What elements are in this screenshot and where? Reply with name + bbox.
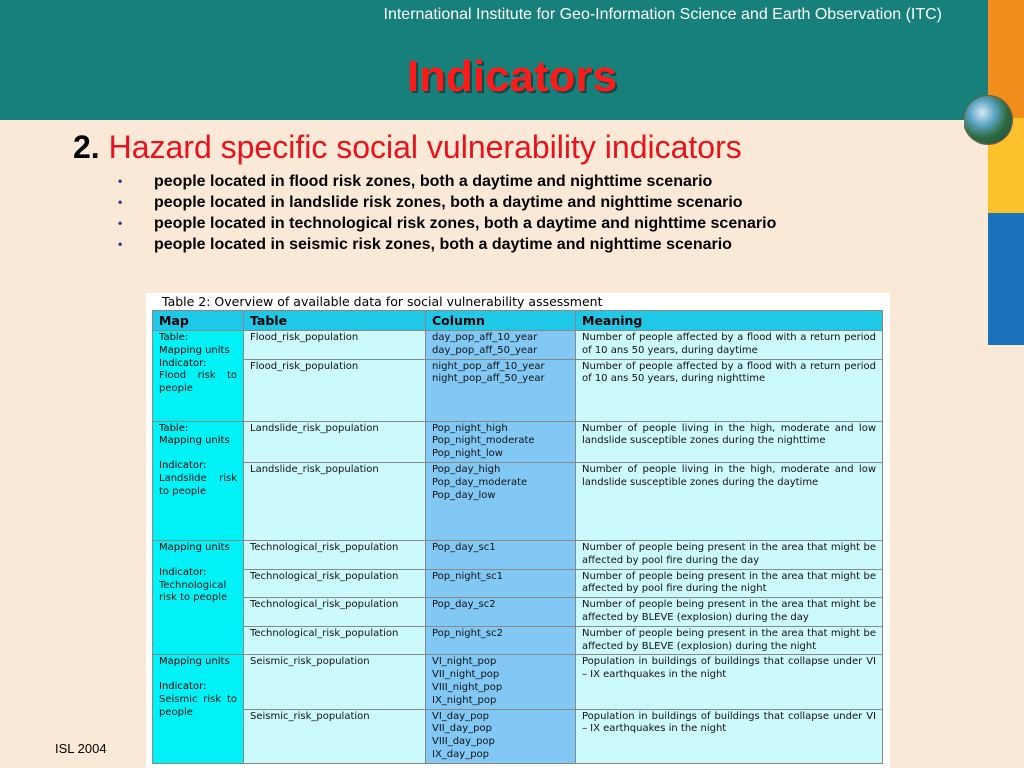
column-name: Pop_day_low xyxy=(432,489,496,501)
column-name: VII_night_pop xyxy=(432,669,500,681)
table-row xyxy=(153,421,883,462)
header-map: Map xyxy=(153,311,244,331)
bullet-item xyxy=(118,215,878,232)
table-row xyxy=(153,540,883,569)
meaning-cell: Number of people affected by a flood with a return period of 10 ans 50 years, during daytime xyxy=(576,331,883,360)
meaning-cell: Number of people being present in the area that might be affected by BLEVE (explosion) during the night xyxy=(576,626,883,655)
column-cell xyxy=(426,626,576,655)
bullet-dot-icon: • xyxy=(118,195,123,209)
meaning-cell: Number of people being present in the area that might be affected by pool fire during the day xyxy=(576,540,883,569)
column-name: Pop_day_sc2 xyxy=(432,599,496,611)
table-name-cell: Flood_risk_population xyxy=(244,331,426,360)
table-row xyxy=(153,626,883,655)
column-cell xyxy=(426,709,576,763)
bullet-text: people located in landslide risk zones, both a daytime and nighttime scenario xyxy=(154,194,743,211)
column-cell xyxy=(426,598,576,627)
data-table xyxy=(152,310,883,764)
table-name-cell: Landslide_risk_population xyxy=(244,462,426,540)
column-name: night_pop_aff_10_year xyxy=(432,360,545,372)
column-name: Pop_night_sc1 xyxy=(432,570,503,582)
bullet-dot-icon: • xyxy=(118,237,123,251)
map-cell-indicator-label: Indicator: xyxy=(159,460,207,472)
bullet-item xyxy=(118,236,878,253)
slide-title: Indicators xyxy=(406,52,618,101)
table-row xyxy=(153,569,883,598)
map-cell xyxy=(153,540,244,654)
map-cell-indicator-label: Indicator: xyxy=(159,357,207,369)
table-name-cell: Technological_risk_population xyxy=(244,626,426,655)
meaning-cell: Population in buildings of buildings that collapse under VI – IX earthquakes in the night xyxy=(576,709,883,763)
meaning-cell: Population in buildings of buildings that collapse under VI – IX earthquakes in the night xyxy=(576,655,883,709)
column-cell xyxy=(426,331,576,360)
column-name: Pop_night_sc2 xyxy=(432,627,503,639)
column-name: VII_day_pop xyxy=(432,723,492,735)
meaning-cell: Number of people being present in the area that might be affected by BLEVE (explosion) during the day xyxy=(576,598,883,627)
globe-icon xyxy=(964,96,1012,144)
subheading-text: Hazard specific social vulnerability indicators xyxy=(108,129,742,165)
table-name-cell: Landslide_risk_population xyxy=(244,421,426,462)
column-name: Pop_day_high xyxy=(432,463,501,475)
spacer xyxy=(159,555,237,567)
bullet-list xyxy=(118,173,878,257)
column-name: Pop_night_high xyxy=(432,422,508,434)
meaning-cell: Number of people being present in the area that might be affected by pool fire during the night xyxy=(576,569,883,598)
header-table: Table xyxy=(244,311,426,331)
blue-strip xyxy=(988,213,1024,345)
subheading xyxy=(73,129,742,166)
table-body xyxy=(153,331,883,764)
table-name-cell: Seismic_risk_population xyxy=(244,709,426,763)
table-row xyxy=(153,331,883,360)
column-cell xyxy=(426,462,576,540)
header-meaning: Meaning xyxy=(576,311,883,331)
column-name: VI_day_pop xyxy=(432,710,489,722)
table-row xyxy=(153,598,883,627)
bullet-text: people located in flood risk zones, both a daytime and nighttime scenario xyxy=(154,173,713,190)
column-name: Pop_night_low xyxy=(432,448,503,460)
map-cell xyxy=(153,331,244,422)
spacer xyxy=(159,669,237,681)
map-cell-unit: Mapping units xyxy=(159,656,230,668)
column-name: day_pop_aff_50_year xyxy=(432,344,538,356)
table-figure xyxy=(146,293,890,768)
meaning-cell: Number of people affected by a flood with a return period of 10 ans 50 years, during nighttime xyxy=(576,359,883,421)
column-name: Pop_day_sc1 xyxy=(432,541,496,553)
table-header-row xyxy=(153,311,883,331)
column-name: night_pop_aff_50_year xyxy=(432,373,545,385)
map-cell-indicator: Seismic risk to people xyxy=(159,693,237,718)
spacer xyxy=(159,448,237,460)
meaning-cell: Number of people living in the high, moderate and low landslide susceptible zones during the daytime xyxy=(576,462,883,540)
column-name: IX_night_pop xyxy=(432,694,497,706)
map-cell-indicator-label: Indicator: xyxy=(159,681,207,693)
bullet-dot-icon: • xyxy=(118,216,123,230)
bullet-item xyxy=(118,173,878,190)
meaning-cell: Number of people living in the high, moderate and low landslide susceptible zones during the nighttime xyxy=(576,421,883,462)
map-cell xyxy=(153,655,244,763)
column-name: IX_day_pop xyxy=(432,748,490,760)
bullet-dot-icon: • xyxy=(118,174,123,188)
header-column: Column xyxy=(426,311,576,331)
column-name: VI_night_pop xyxy=(432,656,497,668)
map-cell-unit: Mapping units xyxy=(159,435,230,447)
map-cell-label: Table: xyxy=(159,332,189,343)
table-caption: Table 2: Overview of available data for social vulnerability assessment xyxy=(162,294,603,309)
institute-name: International Institute for Geo-Information Science and Earth Observation (ITC) xyxy=(383,6,942,23)
table-row xyxy=(153,462,883,540)
map-cell-indicator: Landslide risk to people xyxy=(159,472,237,497)
column-cell xyxy=(426,655,576,709)
bullet-text: people located in seismic risk zones, both a daytime and nighttime scenario xyxy=(154,236,732,253)
map-cell-indicator: Flood risk to people xyxy=(159,370,237,395)
table-name-cell: Seismic_risk_population xyxy=(244,655,426,709)
map-cell-indicator: Technological risk to people xyxy=(159,579,228,604)
table-row xyxy=(153,359,883,421)
table-name-cell: Technological_risk_population xyxy=(244,540,426,569)
subheading-number: 2. xyxy=(73,129,100,165)
map-cell xyxy=(153,421,244,540)
table-row xyxy=(153,655,883,709)
bullet-item xyxy=(118,194,878,211)
column-name: day_pop_aff_10_year xyxy=(432,332,538,343)
map-cell-unit: Mapping units xyxy=(159,541,230,553)
table-name-cell: Technological_risk_population xyxy=(244,569,426,598)
map-cell-label: Table: xyxy=(159,422,189,434)
column-name: Pop_day_moderate xyxy=(432,476,528,488)
table-row xyxy=(153,709,883,763)
table-name-cell: Technological_risk_population xyxy=(244,598,426,627)
column-cell xyxy=(426,359,576,421)
column-cell xyxy=(426,540,576,569)
map-cell-indicator-label: Indicator: xyxy=(159,566,207,578)
footer-label: ISL 2004 xyxy=(55,741,107,756)
column-name: VIII_night_pop xyxy=(432,681,503,693)
column-name: Pop_night_moderate xyxy=(432,435,535,447)
bullet-text: people located in technological risk zones, both a daytime and nighttime scenario xyxy=(154,215,777,232)
map-cell-unit: Mapping units xyxy=(159,344,230,356)
column-cell xyxy=(426,421,576,462)
content-panel-edge xyxy=(964,345,1024,768)
column-name: VIII_day_pop xyxy=(432,736,495,748)
table-name-cell: Flood_risk_population xyxy=(244,359,426,421)
column-cell xyxy=(426,569,576,598)
